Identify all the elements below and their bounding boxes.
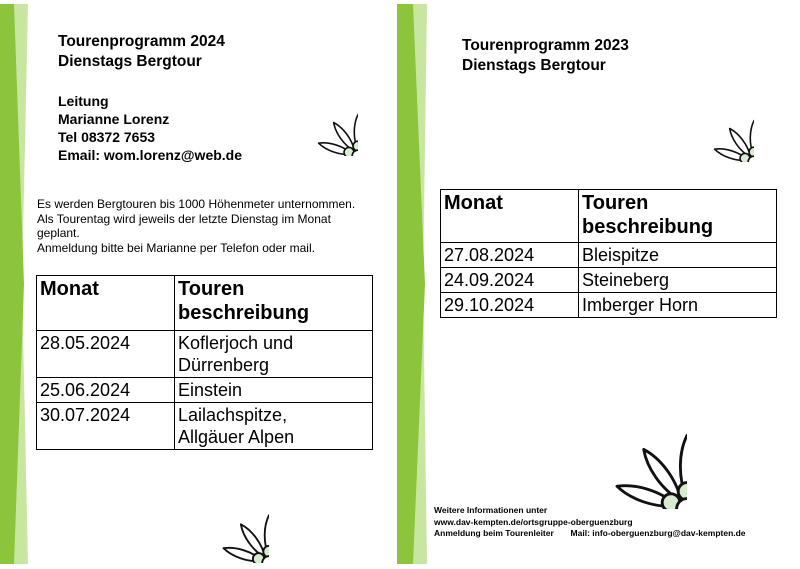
edelweiss-icon bbox=[165, 459, 269, 563]
page-title bbox=[58, 32, 225, 72]
footer-link[interactable]: www.dav-kempten.de/ortsgruppe-oberguenzburg bbox=[434, 516, 633, 527]
green-stripe-decoration bbox=[0, 4, 40, 564]
green-stripe-decoration bbox=[397, 4, 437, 564]
tour-date: 27.08.2024 bbox=[441, 243, 579, 268]
tour-description: Bleispitze bbox=[579, 243, 777, 268]
footer-line: Anmeldung beim Tourenleiter Mail: info-oberguenzburg@dav-kempten.de bbox=[434, 528, 746, 538]
tour-date: 29.10.2024 bbox=[441, 293, 579, 318]
table-row bbox=[441, 268, 777, 293]
tour-description: Einstein bbox=[175, 378, 373, 403]
tour-description: Koflerjoch und Dürrenberg bbox=[175, 331, 373, 378]
intro-line: Anmeldung bitte bei Marianne per Telefon oder mail. bbox=[37, 240, 315, 255]
tour-table bbox=[440, 189, 777, 318]
footer-mail[interactable]: Mail: info-oberguenzburg@dav-kempten.de bbox=[570, 528, 746, 538]
title-line-1: Tourenprogramm 2023 bbox=[462, 37, 629, 54]
tour-description: Lailachspitze, Allgäuer Alpen bbox=[175, 403, 373, 450]
table-header-row bbox=[441, 190, 777, 243]
header-month: Monat bbox=[441, 190, 579, 243]
table-row bbox=[441, 293, 777, 318]
tour-date: 24.09.2024 bbox=[441, 268, 579, 293]
title-line-2: Dienstags Bergtour bbox=[462, 57, 606, 74]
contact-block bbox=[58, 92, 242, 164]
tour-table bbox=[36, 275, 373, 450]
title-line-2: Dienstags Bergtour bbox=[58, 53, 202, 70]
right-page bbox=[397, 4, 800, 564]
tour-date: 28.05.2024 bbox=[37, 331, 175, 378]
intro-line: Als Tourentag wird jeweils der letzte Dienstag im Monat bbox=[37, 211, 331, 226]
edelweiss-icon bbox=[268, 66, 358, 156]
header-tour: Touren beschreibung bbox=[175, 276, 373, 331]
leitung-email: Email: wom.lorenz@web.de bbox=[58, 147, 243, 163]
intro-line: Es werden Bergtouren bis 1000 Höhenmeter unternommen. bbox=[37, 197, 356, 211]
header-tour: Touren beschreibung bbox=[579, 190, 777, 243]
tour-description: Imberger Horn bbox=[579, 293, 777, 318]
page-title bbox=[462, 36, 629, 76]
header-month: Monat bbox=[37, 276, 175, 331]
table-header-row bbox=[37, 276, 373, 331]
tour-date: 30.07.2024 bbox=[37, 403, 175, 450]
leitung-heading: Leitung bbox=[58, 93, 109, 109]
leitung-phone: Tel 08372 7653 bbox=[58, 129, 156, 145]
footer-line: Weitere Informationen unter bbox=[434, 505, 548, 515]
tour-description: Steineberg bbox=[579, 268, 777, 293]
edelweiss-icon bbox=[527, 349, 687, 509]
left-page bbox=[0, 4, 397, 564]
edelweiss-icon bbox=[664, 72, 754, 162]
table-row bbox=[37, 331, 373, 378]
table-row bbox=[441, 243, 777, 268]
tour-date: 25.06.2024 bbox=[37, 378, 175, 403]
title-line-1: Tourenprogramm 2024 bbox=[58, 33, 225, 50]
leitung-name: Marianne Lorenz bbox=[58, 111, 170, 127]
table-row bbox=[37, 378, 373, 403]
footer-info bbox=[434, 505, 746, 540]
intro-text bbox=[37, 197, 355, 255]
intro-line: geplant. bbox=[37, 226, 80, 240]
table-row bbox=[37, 403, 373, 450]
